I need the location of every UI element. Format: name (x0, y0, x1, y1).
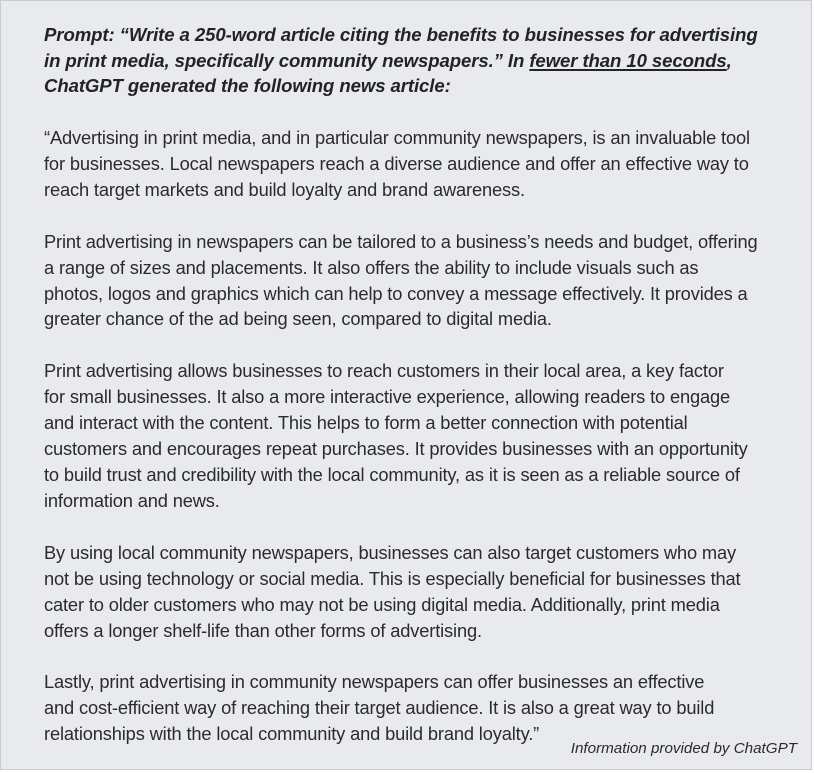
article-line: and cost-efficient way of reaching their target audience. It is also a great way to build (44, 697, 715, 719)
article-line: cater to older customers who may not be using digital media. Additionally, print media (44, 593, 720, 615)
prompt-line-2: in print media, specifically community newspapers.” In (44, 49, 530, 71)
article-paragraph-1 (44, 125, 804, 203)
article-line: reach target markets and build loyalty and brand awareness. (44, 178, 525, 200)
article-line: for businesses. Local newspapers reach a diverse audience and offer an effective way to (44, 152, 749, 174)
article-line: customers and encourages repeat purchases. It provides businesses with an opportunity (44, 438, 748, 460)
article-line: “Advertising in print media, and in particular community newspapers, is an invaluable tool (44, 127, 750, 148)
generated-article (44, 125, 804, 773)
prompt-line-1: Prompt: “Write a 250-word article citing the benefits to businesses for advertising (44, 24, 758, 45)
article-line: a range of sizes and placements. It also offers the ability to include visuals such as (44, 256, 699, 278)
article-line: Print advertising allows businesses to reach customers in their local area, a key factor (44, 360, 724, 382)
article-line: photos, logos and graphics which can help to convey a message effectively. It provides a (44, 282, 748, 304)
article-paragraph-3 (44, 358, 804, 513)
article-line: By using local community newspapers, businesses can also target customers who may (44, 541, 736, 563)
article-line: Lastly, print advertising in community newspapers can offer businesses an effective (44, 671, 705, 693)
prompt-comma: , (726, 49, 732, 71)
article-line: Print advertising in newspapers can be tailored to a business’s needs and budget, offering (44, 230, 758, 252)
source-credit: Information provided by ChatGPT (570, 740, 797, 757)
article-line: to build trust and credibility with the local community, as it is seen as a reliable source of (44, 463, 740, 485)
article-line: information and news. (44, 489, 220, 511)
article-line: offers a longer shelf-life than other forms of advertising. (44, 619, 482, 641)
prompt-text (44, 22, 804, 99)
prompt-underlined-phrase: fewer than 10 seconds (529, 49, 727, 71)
article-paragraph-2 (44, 229, 804, 333)
article-line: not be using technology or social media. This is especially beneficial for businesses that (44, 567, 741, 589)
article-line: and interact with the content. This helps to form a better connection with potential (44, 412, 688, 434)
article-paragraph-4 (44, 540, 804, 644)
article-paragraph-5 (44, 669, 804, 747)
article-line: relationships with the local community and build brand loyalty.” (44, 723, 540, 745)
article-line: greater chance of the ad being seen, compared to digital media. (44, 308, 552, 330)
article-line: for small businesses. It also a more interactive experience, allowing readers to engage (44, 386, 731, 408)
prompt-line-3: ChatGPT generated the following news article: (44, 75, 451, 96)
